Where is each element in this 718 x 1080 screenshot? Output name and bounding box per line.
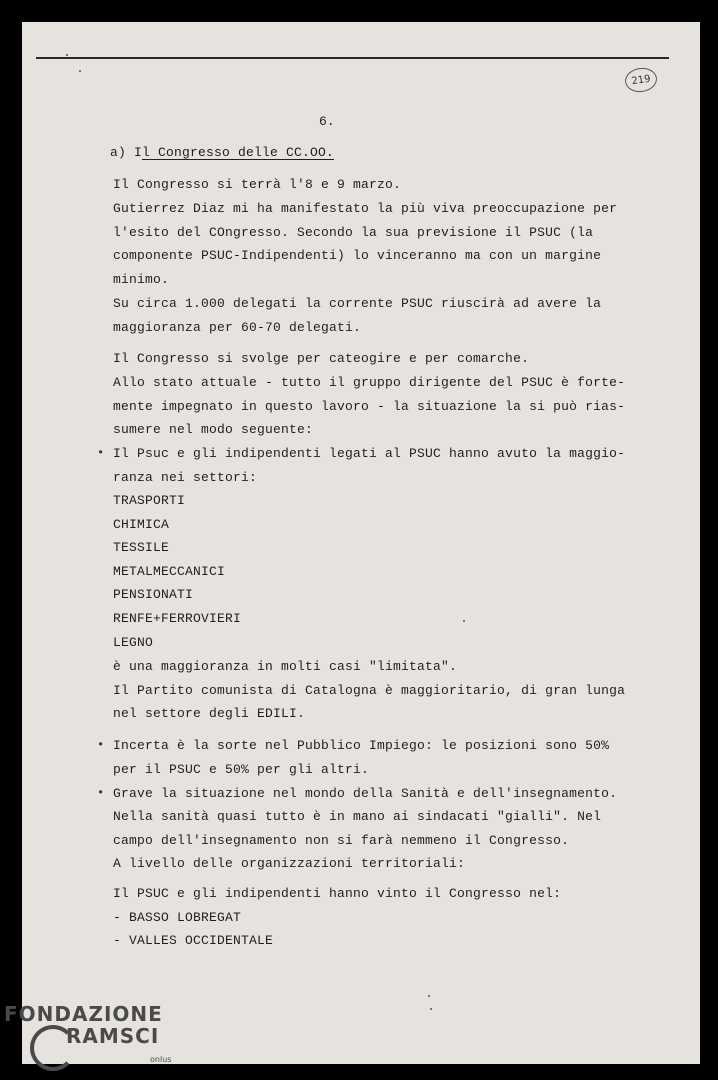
sector-item: PENSIONATI (113, 587, 194, 602)
watermark-line2: RAMSCI (66, 1024, 160, 1048)
text-line: minimo. (113, 272, 170, 287)
paper-speck (463, 620, 465, 622)
page-number: 6. (319, 114, 335, 129)
header-rule (36, 57, 669, 59)
heading-text: l Congresso delle CC.OO. (142, 145, 335, 160)
watermark-line3: onlus (150, 1055, 172, 1064)
sector-item: TRASPORTI (113, 493, 186, 508)
text-line: maggioranza per 60-70 delegati. (113, 320, 362, 335)
text-line: Nella sanità quasi tutto è in mano ai sindacati "gialli". Nel (113, 809, 602, 824)
territory-item: - VALLES OCCIDENTALE (113, 933, 274, 948)
text-line: ranza nei settori: (113, 470, 258, 485)
text-line: Il PSUC e gli indipendenti hanno vinto il Congresso nel: (113, 886, 562, 901)
bullet-point: • (97, 738, 105, 752)
watermark-logo (4, 1002, 172, 1064)
text-line: nel settore degli EDILI. (113, 706, 306, 721)
text-line: componente PSUC-Indipendenti) lo vinceranno ma con un margine (113, 248, 602, 263)
bullet-point: • (97, 786, 105, 800)
text-line: l'esito del COngresso. Secondo la sua previsione il PSUC (la (113, 225, 594, 240)
text-line: Il Psuc e gli indipendenti legati al PSUC hanno avuto la maggio- (113, 446, 626, 461)
text-line: campo dell'insegnamento non si farà nemmeno il Congresso. (113, 833, 570, 848)
paper-speck (79, 70, 81, 72)
text-line: Il Congresso si terrà l'8 e 9 marzo. (113, 177, 402, 192)
text-line: Il Congresso si svolge per cateogire e per comarche. (113, 351, 530, 366)
text-line: Il Partito comunista di Catalogna è maggioritario, di gran lunga (113, 683, 626, 698)
bullet-point: • (97, 446, 105, 460)
text-line: sumere nel modo seguente: (113, 422, 314, 437)
paper-speck (430, 1008, 432, 1010)
section-heading (110, 145, 334, 160)
paper-speck (428, 995, 430, 997)
text-line: A livello delle organizzazioni territoriali: (113, 856, 466, 871)
text-line: Allo stato attuale - tutto il gruppo dirigente del PSUC è forte- (113, 375, 626, 390)
paper-speck (66, 54, 68, 56)
sector-item: METALMECCANICI (113, 564, 226, 579)
archive-stamp: 219 (623, 66, 658, 94)
territory-item: - BASSO LOBREGAT (113, 910, 242, 925)
sector-item: CHIMICA (113, 517, 170, 532)
sector-item: RENFE+FERROVIERI (113, 611, 242, 626)
text-line: mente impegnato in questo lavoro - la situazione la si può rias- (113, 399, 626, 414)
watermark-line1: FONDAZIONE (4, 1002, 163, 1026)
text-line: è una maggioranza in molti casi "limitata". (113, 659, 458, 674)
text-line: Grave la situazione nel mondo della Sanità e dell'insegnamento. (113, 786, 618, 801)
text-line: Gutierrez Diaz mi ha manifestato la più viva preoccupazione per (113, 201, 618, 216)
text-line: Incerta è la sorte nel Pubblico Impiego: le posizioni sono 50% (113, 738, 610, 753)
heading-prefix: a) I (110, 145, 143, 160)
sector-item: TESSILE (113, 540, 170, 555)
sector-item: LEGNO (113, 635, 154, 650)
text-line: per il PSUC e 50% per gli altri. (113, 762, 370, 777)
text-line: Su circa 1.000 delegati la corrente PSUC riuscirà ad avere la (113, 296, 602, 311)
